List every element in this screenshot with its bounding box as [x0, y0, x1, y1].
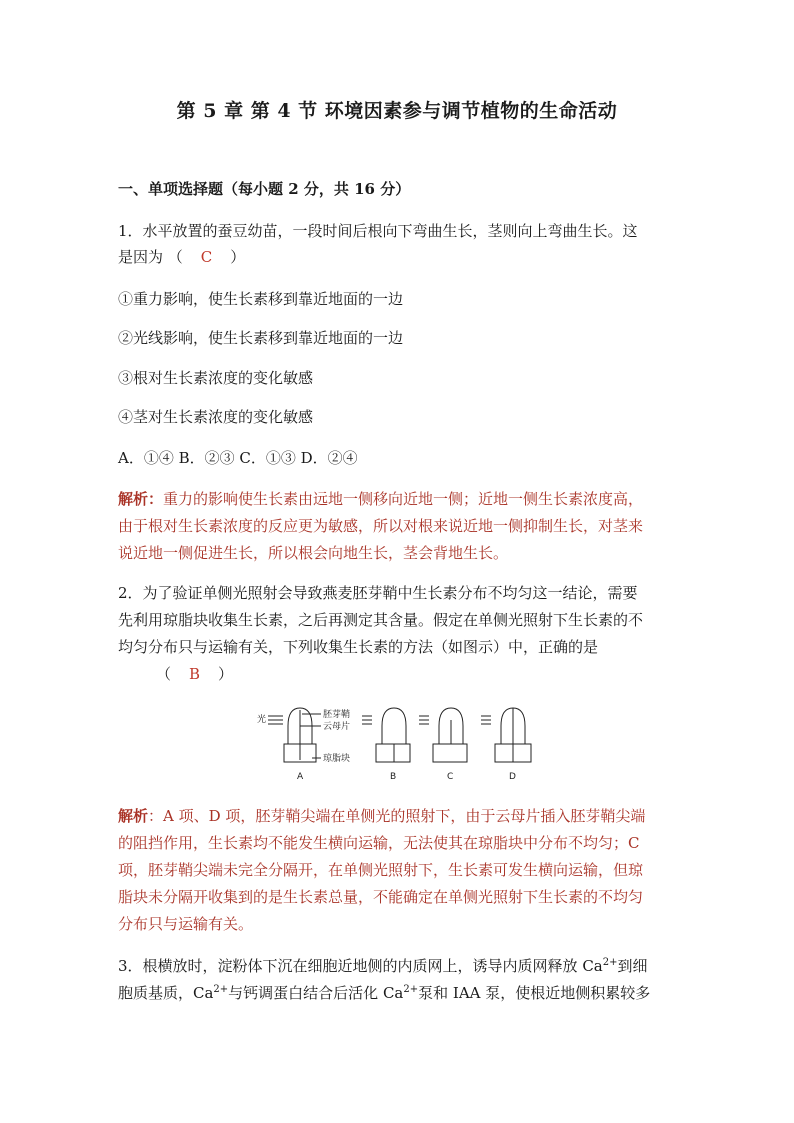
q2-stem-line2: 先利用琼脂块收集生长素，之后再测定其含量。假定在单侧光照射下生长素的不	[118, 611, 644, 629]
q3-superscript-2: 2+	[213, 984, 229, 995]
q2-explanation-line5: 分布只与运输有关。	[118, 915, 254, 933]
q1-stem-line2	[118, 246, 245, 267]
section-heading: 一、单项选择题（每小题 2 分，共 16 分）	[118, 180, 411, 198]
coleoptile-label: 胚芽鞘	[323, 710, 351, 720]
q3-text-c: 胞质基质，Ca	[118, 984, 214, 1002]
agar-label: 琼脂块	[323, 754, 351, 764]
q1-explanation-label: 解析：	[118, 490, 164, 508]
q1-stem-line1: 1．水平放置的蚕豆幼苗，一段时间后根向下弯曲生长，茎则向上弯曲生长。这	[118, 222, 638, 240]
q3-text-b: 到细	[617, 957, 648, 975]
q2-answer-close: ）	[218, 665, 234, 683]
q2-explanation-line3: 项，胚芽鞘尖端未完全分隔开，在单侧光照射下，生长素可发生横向运输，但琼	[118, 861, 644, 879]
q2-explanation-line1	[118, 805, 645, 826]
q1-statement-2: ②光线影响，使生长素移到靠近地面的一边	[118, 329, 404, 347]
q2-stem-line1: 2．为了验证单侧光照射会导致燕麦胚芽鞘中生长素分布不均匀这一结论，需要	[118, 584, 638, 602]
q3-superscript-3: 2+	[403, 984, 419, 995]
setup-label-b: B	[390, 772, 397, 782]
q1-stem-text: 是因为 （	[118, 248, 183, 266]
q1-explanation-line3: 说近地一侧促进生长，所以根会向地生长，茎会背地生长。	[118, 544, 509, 562]
q3-stem-line2	[118, 982, 650, 1003]
agar-block-c	[433, 744, 467, 762]
setup-label-d: D	[509, 772, 516, 782]
q2-explanation-label: 解析	[118, 807, 149, 825]
q3-superscript-1: 2+	[602, 957, 618, 968]
q1-explanation-line2: 由于根对生长素浓度的反应更为敏感，所以对根来说近地一侧抑制生长，对茎来	[118, 517, 644, 535]
setup-label-c: C	[447, 772, 454, 782]
q3-text-e: 泵和 IAA 泵，使根近地侧积累较多	[418, 984, 651, 1002]
light-label: 光	[257, 715, 267, 725]
q1-statement-3: ③根对生长素浓度的变化敏感	[118, 369, 314, 387]
q1-stem-close: ）	[230, 248, 246, 266]
mica-label: 云母片	[323, 722, 351, 732]
coleoptile-figure	[255, 706, 535, 784]
setup-label-a: A	[297, 772, 304, 782]
q2-explanation-text: ：A 项、D 项，胚芽鞘尖端在单侧光的照射下，由于云母片插入胚芽鞘尖端	[148, 807, 646, 825]
q1-explanation-text: 重力的影响使生长素由远地一侧移向近地一侧；近地一侧生长素浓度高，	[163, 490, 644, 508]
q1-explanation-line1	[118, 488, 643, 509]
q2-answer: B	[189, 665, 201, 683]
coleoptile-diagram	[255, 706, 535, 784]
q2-stem-line3: 均匀分布只与运输有关，下列收集生长素的方法（如图示）中，正确的是	[118, 638, 599, 656]
q3-text-d: 与钙调蛋白结合后活化 Ca	[228, 984, 404, 1002]
q2-explanation-line2: 的阻挡作用，生长素均不能发生横向运输，无法使其在琼脂块中分布不均匀；C	[118, 834, 640, 852]
q1-answer: C	[200, 248, 213, 266]
page-title: 第 5 章 第 4 节 环境因素参与调节植物的生命活动	[176, 100, 618, 122]
q1-statement-4: ④茎对生长素浓度的变化敏感	[118, 408, 314, 426]
coleoptile-b	[382, 708, 406, 744]
agar-block-b	[376, 744, 410, 762]
q1-options: A．①④ B．②③ C．①③ D．②④	[118, 449, 358, 467]
q2-explanation-line4: 脂块未分隔开收集到的是生长素总量，不能确定在单侧光照射下生长素的不均匀	[118, 888, 644, 906]
q3-stem-line1	[118, 955, 648, 976]
q3-text-a: 3．根横放时，淀粉体下沉在细胞近地侧的内质网上，诱导内质网释放 Ca	[118, 957, 603, 975]
q1-statement-1: ①重力影响，使生长素移到靠近地面的一边	[118, 290, 404, 308]
q2-answer-open: （	[156, 665, 172, 683]
q2-answer-line	[156, 663, 233, 684]
